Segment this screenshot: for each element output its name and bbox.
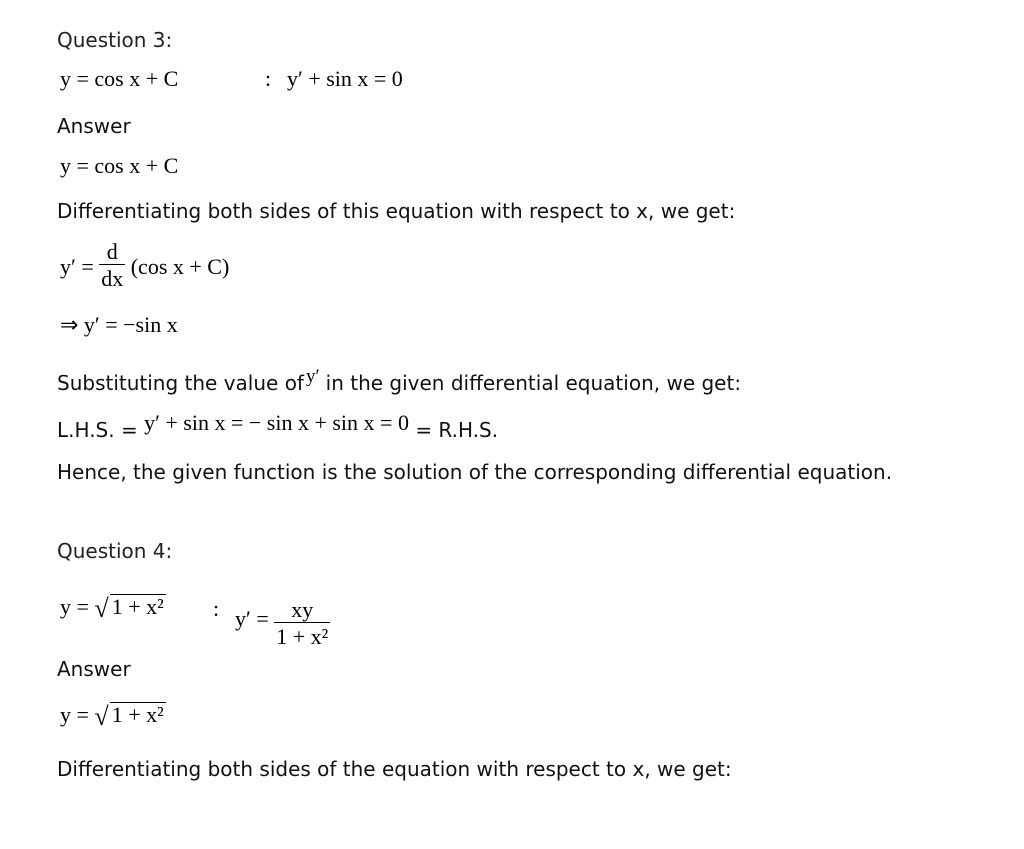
- q3-subst-after: in the given differential equation, we get:: [325, 371, 742, 395]
- question-3-title: Question 3:: [57, 28, 173, 52]
- q3-substituting-text: [57, 366, 742, 395]
- q4-problem-denominator: 1 + x²: [276, 624, 329, 650]
- q3-derivative-numerator: d: [99, 240, 125, 265]
- q3-derivative-equation: [60, 239, 230, 294]
- q4-equation-1: [60, 702, 166, 730]
- q3-lhs-line: [57, 410, 499, 442]
- q3-differentiating-text: Differentiating both sides of this equation with respect to x, we get:: [57, 199, 736, 223]
- q4-problem-rhs-lhs: y′ =: [235, 606, 269, 632]
- q3-answer-label: Answer: [57, 114, 131, 138]
- q4-answer-label: Answer: [57, 657, 131, 681]
- q4-differentiating-text: Differentiating both sides of the equation with respect to x, we get:: [57, 757, 732, 781]
- q4-problem-lhs: y =: [60, 594, 89, 619]
- sqrt-sign-icon: √: [94, 702, 109, 731]
- question-4-title: Question 4:: [57, 539, 173, 563]
- q3-lhs-equation: y′ + sin x = − sin x + sin x = 0: [144, 410, 409, 435]
- q4-problem-function: [60, 594, 166, 622]
- q3-lhs-label: L.H.S. =: [57, 418, 138, 442]
- q4-problem-differential-equation: [235, 596, 330, 650]
- q3-implies-equation: ⇒ y′ = −sin x: [60, 312, 178, 337]
- q4-problem-fraction: [274, 598, 330, 648]
- q3-problem-separator: :: [265, 66, 272, 91]
- q3-derivative-fraction: [99, 240, 125, 290]
- q3-conclusion: Hence, the given function is the solution of the corresponding differential equation.: [57, 460, 893, 484]
- q3-subst-before: Substituting the value of: [57, 371, 304, 395]
- q4-problem-separator: :: [213, 596, 220, 621]
- q4-eq1-radicand: 1 + x²: [111, 702, 164, 727]
- q3-problem-function: y = cos x + C: [60, 66, 179, 91]
- q3-problem-differential-equation: y′ + sin x = 0: [287, 66, 403, 91]
- q3-derivative-rhs: (cos x + C): [130, 254, 230, 280]
- sqrt-sign-icon: √: [94, 594, 109, 623]
- q3-rhs-label: = R.H.S.: [415, 418, 499, 442]
- q3-derivative-lhs: y′ =: [60, 254, 94, 280]
- q4-problem-sqrt: [94, 594, 165, 622]
- q4-problem-numerator: xy: [274, 598, 330, 623]
- q3-equation-1: y = cos x + C: [60, 153, 179, 178]
- q3-subst-symbol: y′: [305, 366, 320, 387]
- q4-eq1-lhs: y =: [60, 702, 89, 727]
- q3-derivative-denominator: dx: [101, 266, 124, 292]
- q4-problem-radicand: 1 + x²: [111, 594, 164, 619]
- q4-eq1-sqrt: [94, 702, 165, 730]
